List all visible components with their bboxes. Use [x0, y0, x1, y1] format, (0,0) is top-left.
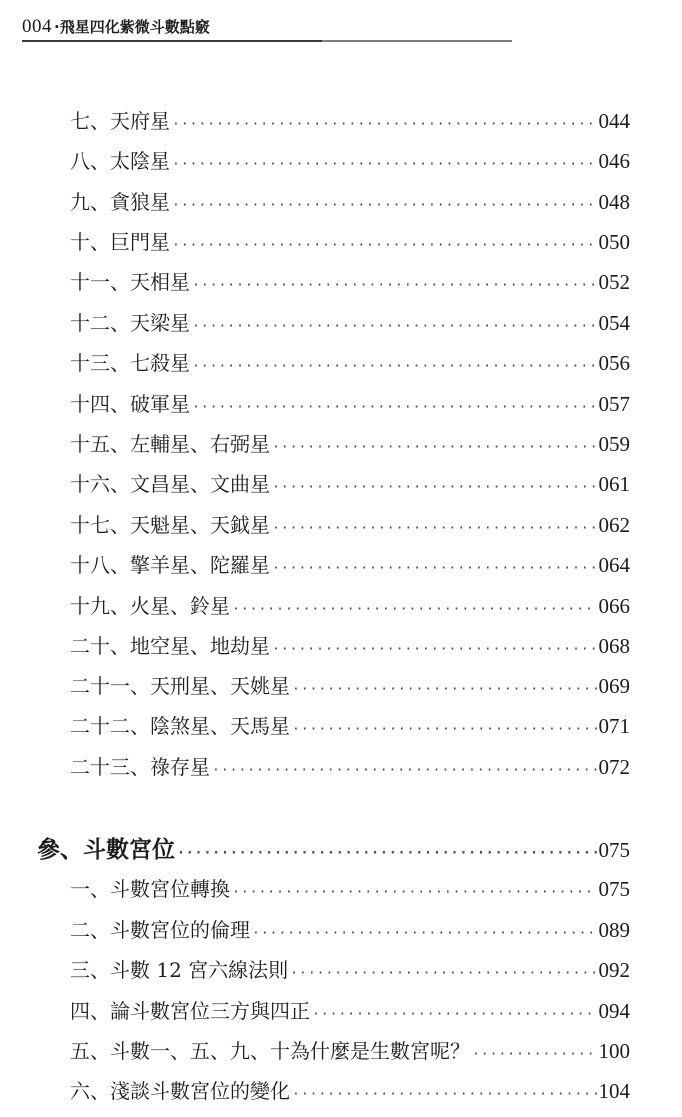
toc-entry [70, 227, 630, 257]
leader-dots [272, 514, 597, 544]
leader-dots [172, 110, 597, 140]
toc-entry [70, 308, 630, 338]
toc-entry-page: 054 [598, 311, 630, 335]
toc-entry-page: 092 [598, 958, 630, 982]
toc-entry-page: 061 [598, 472, 630, 496]
toc-entry-page: 069 [598, 674, 630, 698]
running-header [22, 12, 210, 42]
toc-entry [70, 469, 630, 499]
toc-entry-title: 十四、破軍星 [70, 392, 190, 416]
leader-dots [272, 473, 597, 503]
toc-entry-title: 十二、天梁星 [70, 311, 190, 335]
leader-dots [177, 839, 597, 869]
leader-dots [290, 959, 596, 989]
toc-entry-page: 075 [598, 877, 630, 901]
toc-entry-page: 089 [598, 918, 630, 942]
toc-entry-title: 十、巨門星 [70, 230, 170, 254]
leader-dots [192, 393, 597, 423]
toc-entry-title: 六、淺談斗數宮位的變化 [70, 1079, 290, 1103]
section-page: 075 [598, 838, 630, 862]
toc-entry-page: 104 [598, 1079, 630, 1103]
leader-dots [172, 191, 597, 221]
toc-entry-title: 二十三、祿存星 [70, 755, 210, 779]
leader-dots [232, 595, 597, 625]
toc-entry-title: 一、斗數宮位轉換 [70, 877, 230, 901]
leader-dots [192, 352, 597, 382]
toc-entry [70, 510, 630, 540]
toc-entry-title: 十一、天相星 [70, 270, 190, 294]
toc-entry-title: 十九、火星、鈴星 [70, 594, 230, 618]
toc-entry-page: 048 [598, 190, 630, 214]
toc-section-heading [37, 835, 630, 865]
leader-dots [472, 1040, 597, 1070]
leader-dots [252, 919, 597, 949]
toc-entry [70, 671, 630, 701]
book-title: ·飛星四化紫微斗數點竅 [54, 18, 210, 36]
toc-entry-title: 五、斗數一、五、九、十為什麼是生數宮呢？ [70, 1039, 470, 1063]
toc-entry-page: 056 [598, 351, 630, 375]
toc-entry [70, 429, 630, 459]
toc-entry-title: 十七、天魁星、天鉞星 [70, 513, 270, 537]
toc-entry [70, 348, 630, 378]
toc-entry [70, 187, 630, 217]
toc-entry-title: 二、斗數宮位的倫理 [70, 918, 250, 942]
toc-entry [70, 955, 630, 985]
toc-entry [70, 752, 630, 782]
toc-entry [70, 267, 630, 297]
leader-dots [212, 756, 597, 786]
leader-dots [192, 271, 597, 301]
toc-entry-title: 二十、地空星、地劫星 [70, 634, 270, 658]
toc-entry-page: 050 [598, 230, 630, 254]
page-number: 004 [22, 16, 52, 37]
toc-entry-page: 044 [598, 109, 630, 133]
toc-entry-title: 七、天府星 [70, 109, 170, 133]
toc-entry-title: 二十二、陰煞星、天馬星 [70, 714, 290, 738]
toc-entry-title: 九、貪狼星 [70, 190, 170, 214]
toc-entry-page: 100 [598, 1039, 630, 1063]
toc-entry [70, 996, 630, 1026]
toc-entry-title: 二十一、天刑星、天姚星 [70, 674, 290, 698]
toc-entry-page: 072 [598, 755, 630, 779]
toc-entry-title: 四、論斗數宮位三方與四正 [70, 999, 310, 1023]
toc-entry [70, 550, 630, 580]
leader-dots [292, 1080, 597, 1110]
toc-entry-title: 十三、七殺星 [70, 351, 190, 375]
leader-dots [272, 433, 597, 463]
toc-entry-page: 064 [598, 553, 630, 577]
toc-entry [70, 106, 630, 136]
toc-entry [70, 1036, 630, 1066]
toc-entry-page: 068 [598, 634, 630, 658]
toc-entry [70, 591, 630, 621]
toc-entry [70, 874, 630, 904]
leader-dots [312, 1000, 597, 1030]
toc-entry [70, 146, 630, 176]
toc-entry-page: 046 [598, 149, 630, 173]
leader-dots [172, 231, 597, 261]
toc-entry-page: 071 [598, 714, 630, 738]
toc-entry [70, 915, 630, 945]
leader-dots [192, 312, 597, 342]
toc-entry [70, 389, 630, 419]
header-rule [22, 40, 512, 42]
leader-dots [292, 675, 597, 705]
toc-entry-page: 094 [598, 999, 630, 1023]
toc-entry [70, 631, 630, 661]
section-title: 參、斗數宮位 [37, 836, 175, 863]
toc-entry-title: 八、太陰星 [70, 149, 170, 173]
toc-entry-page: 057 [598, 392, 630, 416]
leader-dots [232, 878, 597, 908]
toc-entry-page: 062 [598, 513, 630, 537]
toc-entry-page: 066 [598, 594, 630, 618]
leader-dots [172, 150, 597, 180]
leader-dots [272, 635, 597, 665]
toc-entry-title: 十六、文昌星、文曲星 [70, 472, 270, 496]
toc-entry-page: 059 [598, 432, 630, 456]
toc-entry-title: 三、斗數 12 宮六線法則 [70, 958, 289, 982]
toc-entry-page: 052 [598, 270, 630, 294]
toc-entry-title: 十五、左輔星、右弼星 [70, 432, 270, 456]
toc-entry [70, 1076, 630, 1106]
leader-dots [292, 715, 597, 745]
toc-entry [70, 711, 630, 741]
toc-entry-title: 十八、擎羊星、陀羅星 [70, 553, 270, 577]
leader-dots [272, 554, 597, 584]
